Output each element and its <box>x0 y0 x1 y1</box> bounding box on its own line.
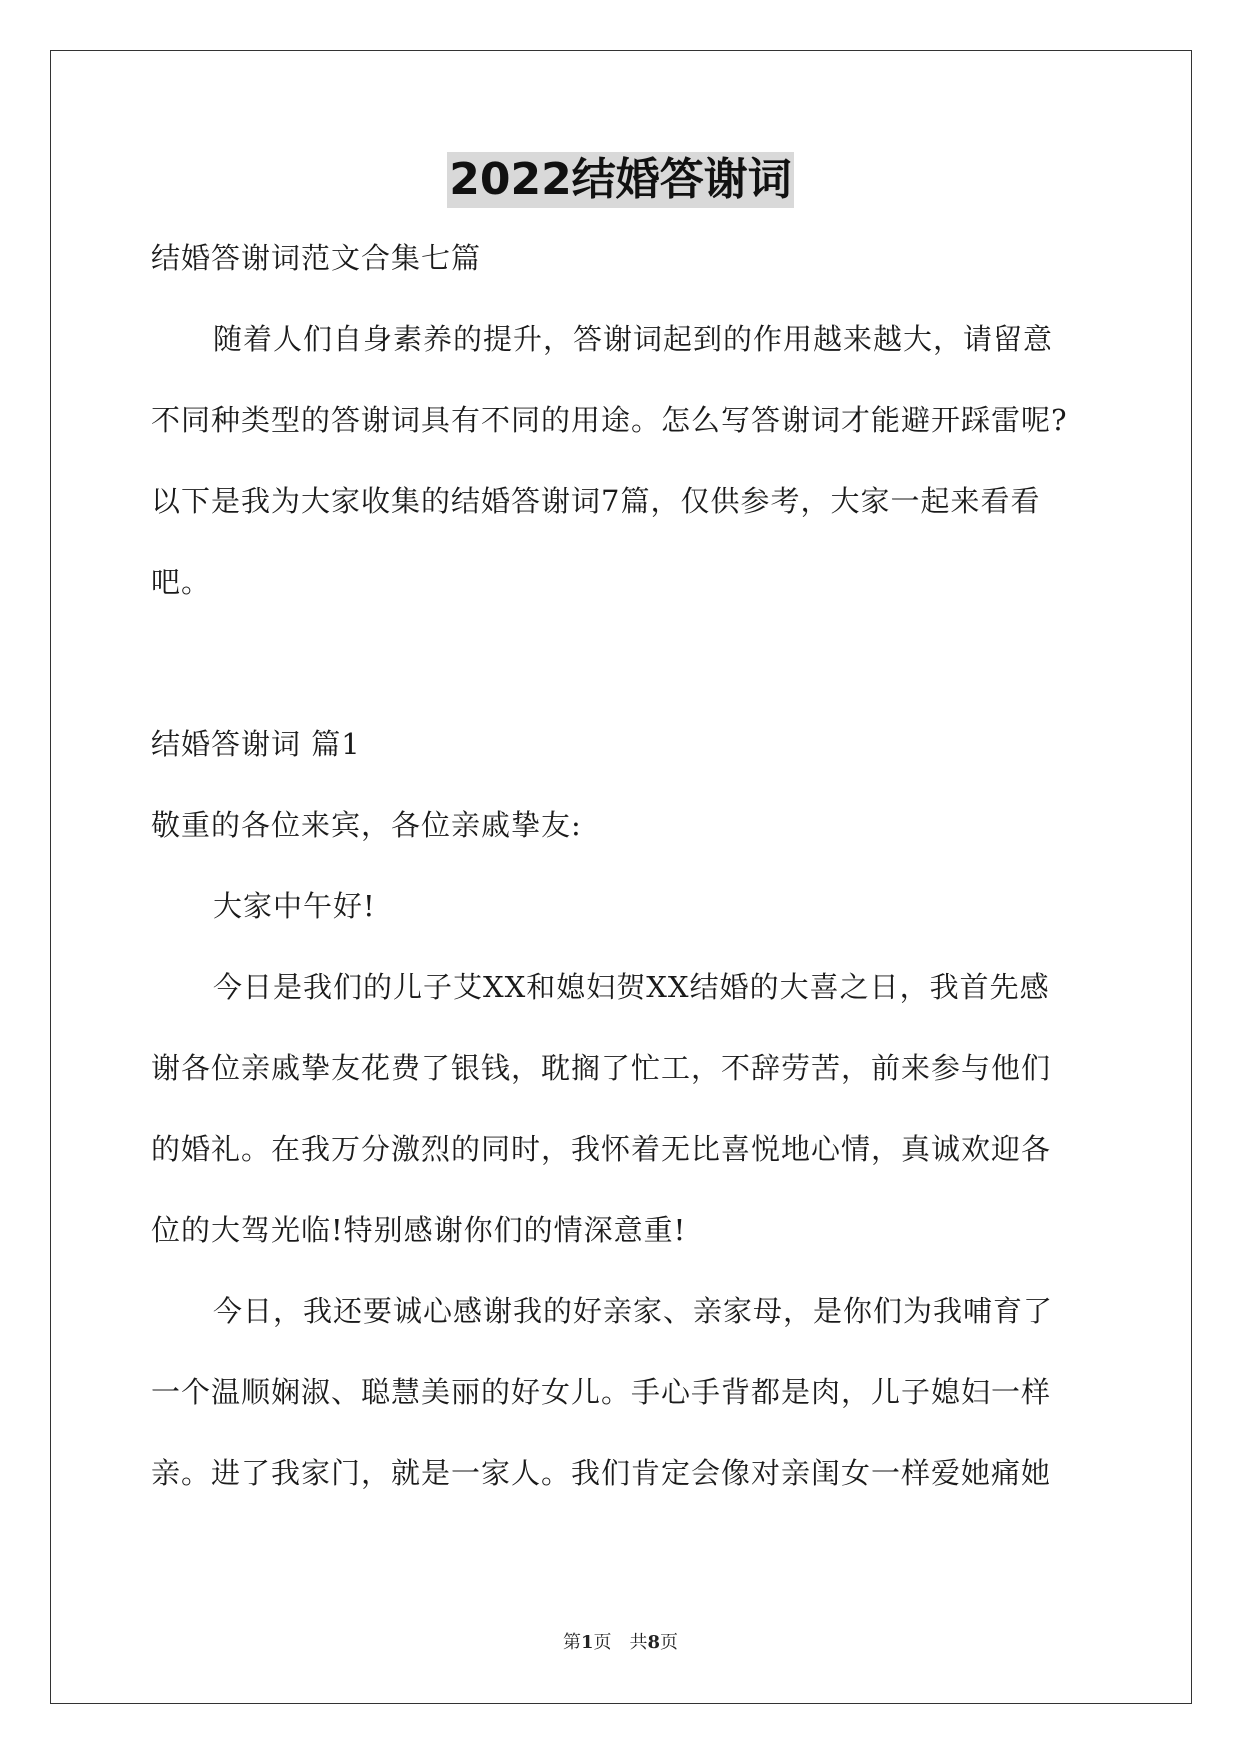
body-paragraph-line: 亲。进了我家门，就是一家人。我们肯定会像对亲闺女一样爱她痛她 <box>151 1456 1052 1490</box>
salutation: 敬重的各位来宾，各位亲戚挚友: <box>151 808 582 842</box>
intro-paragraph-line: 不同种类型的答谢词具有不同的用途。怎么写答谢词才能避开踩雷呢? <box>151 403 1068 437</box>
body-paragraph-line: 今日是我们的儿子艾XX和媳妇贺XX结婚的大喜之日，我首先感 <box>213 970 1050 1004</box>
page-footer <box>0 1628 1241 1654</box>
intro-paragraph-line: 以下是我为大家收集的结婚答谢词7篇，仅供参考，大家一起来看看 <box>151 484 1041 518</box>
body-paragraph-line: 谢各位亲戚挚友花费了银钱，耽搁了忙工，不辞劳苦，前来参与他们 <box>151 1051 1052 1085</box>
collection-heading: 结婚答谢词范文合集七篇 <box>151 241 482 275</box>
total-label-suffix: 页 <box>660 1632 679 1653</box>
total-label-prefix: 共 <box>629 1632 648 1653</box>
body-paragraph-line: 的婚礼。在我万分激烈的同时，我怀着无比喜悦地心情，真诚欢迎各 <box>151 1132 1052 1166</box>
document-body <box>151 238 1091 1534</box>
document-title: 2022结婚答谢词 <box>447 152 793 208</box>
title-container <box>0 152 1241 208</box>
page-label-prefix: 第 <box>562 1632 581 1653</box>
blank-line <box>151 643 1091 724</box>
body-paragraph-line: 位的大驾光临!特别感谢你们的情深意重! <box>151 1213 687 1247</box>
page-label-suffix: 页 <box>593 1632 612 1653</box>
intro-paragraph-line: 吧。 <box>151 565 212 599</box>
greeting: 大家中午好! <box>213 889 376 923</box>
body-paragraph-line: 今日，我还要诚心感谢我的好亲家、亲家母，是你们为我哺育了 <box>213 1294 1054 1328</box>
body-paragraph-line: 一个温顺娴淑、聪慧美丽的好女儿。手心手背都是肉，儿子媳妇一样 <box>151 1375 1052 1409</box>
current-page-number: 1 <box>580 1632 594 1653</box>
section-heading: 结婚答谢词 篇1 <box>151 727 361 761</box>
total-pages-number: 8 <box>647 1632 661 1653</box>
intro-paragraph-line: 随着人们自身素养的提升，答谢词起到的作用越来越大，请留意 <box>213 322 1054 356</box>
